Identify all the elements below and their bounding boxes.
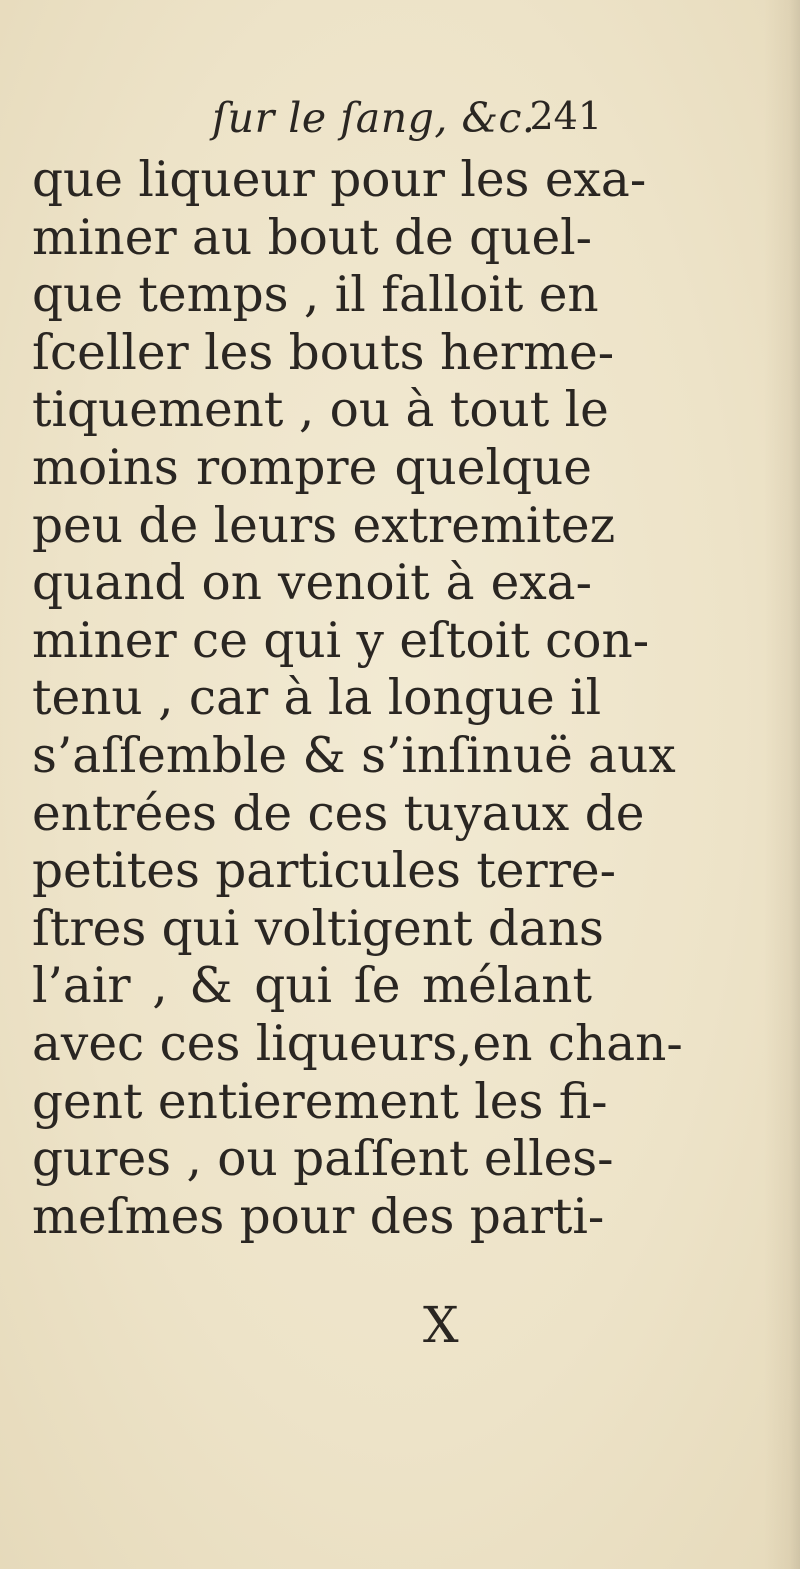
text-line: l’air , & qui ſe mélant xyxy=(32,958,592,1015)
text-line: que temps , il falloit en xyxy=(32,267,599,324)
catchword: X xyxy=(423,1296,459,1354)
text-line: miner au bout de quel- xyxy=(32,209,593,266)
running-head xyxy=(212,94,602,154)
page-edge-shadow xyxy=(764,0,800,1569)
text-line: avec ces liqueurs,en chan- xyxy=(32,1015,683,1072)
text-line: tenu , car à la longue il xyxy=(32,670,602,727)
text-line: tiquement , ou à tout le xyxy=(32,382,609,439)
text-line: ſtres qui voltigent dans xyxy=(32,900,604,957)
page-number: 241 xyxy=(529,94,602,138)
text-line: meſmes pour des parti- xyxy=(32,1188,605,1245)
text-line: s’aſſemble & s’inſinuë aux xyxy=(32,727,676,784)
text-line: gent entierement les fi- xyxy=(32,1073,608,1130)
text-line: entrées de ces tuyaux de xyxy=(32,785,645,842)
text-line: peu de leurs extremitez xyxy=(32,497,616,554)
text-line: gures , ou paſſent elles- xyxy=(32,1131,614,1188)
text-line: que liqueur pour les exa- xyxy=(32,152,647,208)
text-line: petites particules terre- xyxy=(32,843,616,900)
text-line: miner ce qui y eſtoit con- xyxy=(32,612,650,669)
text-line: quand on venoit à exa- xyxy=(32,555,592,612)
text-line: moins rompre quelque xyxy=(32,439,592,496)
running-head-title: ſur le ſang, &c. xyxy=(212,94,536,142)
body-text xyxy=(32,152,683,1246)
text-line: ſceller les bouts herme- xyxy=(32,324,615,381)
